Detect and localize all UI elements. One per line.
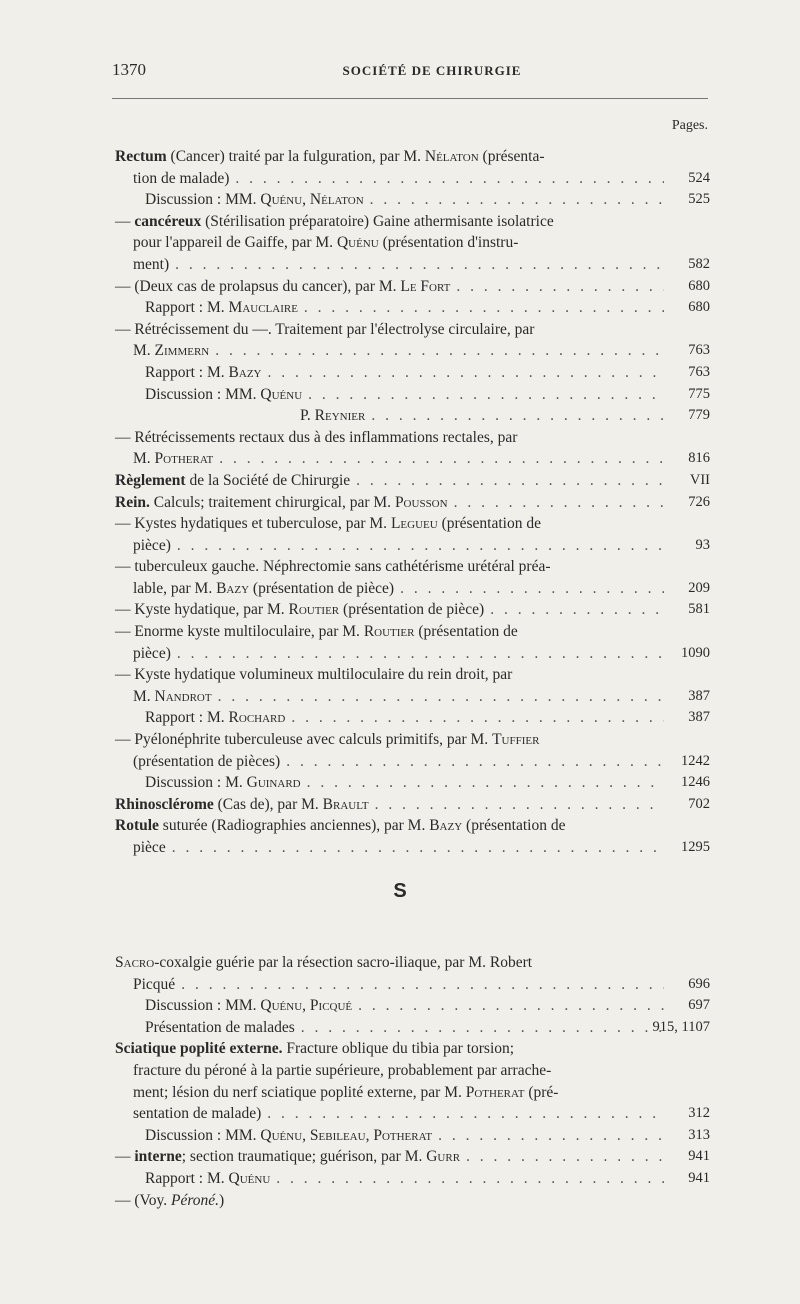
entry-text-line: — Kystes hydatiques et tuberculose, par M. Legueu (présentation de <box>115 515 541 533</box>
index-entry <box>115 815 710 858</box>
entry-last-line <box>145 995 670 1017</box>
leader-dots <box>438 1125 664 1147</box>
entry-last-line <box>115 794 670 816</box>
index-entry <box>115 1017 710 1039</box>
leader-dots <box>286 751 664 773</box>
pages-column-label: Pages. <box>671 118 708 133</box>
leader-dots <box>267 362 664 384</box>
entry-text: tion de malade) <box>133 169 230 187</box>
page-reference: 726 <box>688 493 710 510</box>
page-reference: 941 <box>688 1148 710 1165</box>
index-entry <box>115 427 710 470</box>
entry-text-line: — Kyste hydatique volumineux multiloculaire du rein droit, par <box>115 666 513 684</box>
leader-dots <box>276 1168 664 1190</box>
index-entry <box>115 707 710 729</box>
page-reference: 697 <box>688 997 710 1014</box>
index-section-r <box>115 146 710 859</box>
entry-text-line: — Pyélonéphrite tuberculeuse avec calculs primitifs, par M. Tuffier <box>115 731 540 749</box>
page-reference: 915, 1107 <box>652 1018 710 1035</box>
leader-dots <box>356 470 664 492</box>
leader-dots <box>304 297 664 319</box>
entry-last-line <box>115 492 670 514</box>
index-entry <box>115 146 710 189</box>
entry-last-line <box>145 772 670 794</box>
entry-text-line: Sciatique poplité externe. Fracture oblique du tibia par torsion; <box>115 1040 515 1058</box>
index-entry <box>115 384 710 406</box>
index-entry <box>115 1146 710 1168</box>
entry-text: Rapport : M. Quénu <box>145 1169 271 1187</box>
index-section-s <box>115 952 710 1211</box>
page-reference: 1242 <box>681 752 710 769</box>
page-reference: VII <box>689 471 710 488</box>
index-entry <box>115 470 710 492</box>
leader-dots <box>218 686 664 708</box>
page-reference: 387 <box>688 709 710 726</box>
page-reference: 313 <box>688 1126 710 1143</box>
index-entry <box>115 794 710 816</box>
index-entry <box>115 772 710 794</box>
entry-text-line: ment; lésion du nerf sciatique poplité externe, par M. Potherat (pré- <box>133 1083 559 1101</box>
entry-text: Discussion : MM. Quénu, Sebileau, Potherat <box>145 1126 433 1144</box>
index-entry <box>115 995 710 1017</box>
page-reference: 93 <box>695 536 710 553</box>
entry-text: Règlement de la Société de Chirurgie <box>115 471 351 489</box>
entry-last-line <box>115 751 670 773</box>
page-reference: 525 <box>688 191 710 208</box>
entry-last-line <box>115 837 670 859</box>
page-reference: 387 <box>688 687 710 704</box>
page-reference: 312 <box>688 1105 710 1122</box>
entry-last-line <box>115 578 670 600</box>
entry-last-line <box>115 1190 670 1212</box>
entry-text: — Kyste hydatique, par M. Routier (présentation de pièce) <box>115 601 485 619</box>
entry-text-line: — Enorme kyste multiloculaire, par M. Routier (présentation de <box>115 623 518 641</box>
index-entry <box>115 621 710 664</box>
entry-text-line: Rotule suturée (Radiographies anciennes), par M. Bazy (présentation de <box>115 817 566 835</box>
entry-last-line <box>145 1168 670 1190</box>
entry-last-line <box>115 1146 670 1168</box>
header-rule <box>112 98 708 99</box>
leader-dots <box>215 340 664 362</box>
leader-dots <box>219 448 664 470</box>
leader-dots <box>177 643 664 665</box>
entry-last-line <box>145 297 670 319</box>
entry-text: Discussion : MM. Quénu, Nélaton <box>145 191 364 209</box>
entry-text: pièce) <box>133 644 171 662</box>
entry-last-line <box>145 1125 670 1147</box>
entry-text: lable, par M. Bazy (présentation de pièce) <box>133 579 395 597</box>
entry-text-line: — Rétrécissement du —. Traitement par l'électrolyse circulaire, par <box>115 320 535 338</box>
entry-last-line <box>115 470 670 492</box>
index-entry <box>115 1038 710 1124</box>
entry-text: pièce <box>133 839 166 856</box>
leader-dots <box>490 599 664 621</box>
leader-dots <box>301 1017 664 1039</box>
entry-text: Rein. Calculs; traitement chirurgical, par M. Pousson <box>115 493 448 511</box>
leader-dots <box>181 974 664 996</box>
entry-text: — (Voy. Péroné.) <box>115 1191 225 1209</box>
entry-text-line: — Rétrécissements rectaux dus à des inflammations rectales, par <box>115 428 518 446</box>
entry-text-line: Rectum (Cancer) traité par la fulguration, par M. Nélaton (présenta- <box>115 148 545 165</box>
index-entry <box>115 211 710 276</box>
page-reference: 941 <box>688 1169 710 1186</box>
leader-dots <box>358 995 664 1017</box>
page-reference: 775 <box>688 385 710 402</box>
entry-text: M. Nandrot <box>133 687 212 705</box>
leader-dots <box>370 189 664 211</box>
index-entry <box>115 1125 710 1147</box>
entry-last-line <box>145 384 670 406</box>
leader-dots <box>177 535 664 557</box>
page-reference: 763 <box>688 342 710 359</box>
entry-last-line <box>145 707 670 729</box>
page-reference: 702 <box>688 795 710 812</box>
entry-last-line <box>115 1103 670 1125</box>
entry-last-line <box>115 686 670 708</box>
entry-text: Discussion : MM. Quénu <box>145 385 303 403</box>
entry-text: M. Zimmern <box>133 342 210 360</box>
leader-dots <box>267 1103 664 1125</box>
entry-text-line: — cancéreux (Stérilisation préparatoire) Gaine athermisante isolatrice <box>115 212 554 230</box>
entry-text: Discussion : M. Guinard <box>145 774 301 792</box>
leader-dots <box>175 254 664 276</box>
entry-last-line <box>115 535 670 557</box>
entry-last-line <box>115 448 670 470</box>
leader-dots <box>172 837 664 859</box>
entry-last-line <box>115 254 670 276</box>
entry-text: Picqué <box>133 975 176 993</box>
index-entry <box>115 1190 670 1212</box>
entry-text: (présentation de pièces) <box>133 752 281 770</box>
index-entry <box>115 405 710 427</box>
page-reference: 209 <box>688 579 710 596</box>
entry-text: Rhinosclérome (Cas de), par M. Brault <box>115 795 369 813</box>
leader-dots <box>375 794 664 816</box>
leader-dots <box>456 276 664 298</box>
entry-text: ment) <box>133 255 170 273</box>
page-number: 1370 <box>112 60 146 79</box>
page-reference: 582 <box>688 255 710 272</box>
entry-text: P. Reynier <box>300 407 366 425</box>
entry-last-line <box>145 1017 670 1039</box>
entry-last-line <box>115 643 670 665</box>
index-entry <box>115 362 710 384</box>
entry-text: Rapport : M. Rochard <box>145 709 286 727</box>
page-reference: 1295 <box>681 839 710 855</box>
index-entry <box>115 297 710 319</box>
entry-last-line <box>145 189 670 211</box>
page-reference: 1246 <box>681 774 710 791</box>
index-entry <box>115 276 710 298</box>
index-entry <box>115 952 710 995</box>
entry-text: — (Deux cas de prolapsus du cancer), par M. Le Fort <box>115 277 451 295</box>
page-reference: 680 <box>688 299 710 316</box>
index-entry <box>115 189 710 211</box>
entry-text: pièce) <box>133 536 171 554</box>
leader-dots <box>308 384 664 406</box>
leader-dots <box>466 1146 664 1168</box>
index-entry <box>115 556 710 599</box>
entry-text: Rapport : M. Bazy <box>145 363 262 381</box>
entry-text: Présentation de malades <box>145 1018 295 1036</box>
page-reference: 581 <box>688 601 710 618</box>
leader-dots <box>400 578 664 600</box>
entry-last-line <box>115 599 670 621</box>
leader-dots <box>454 492 664 514</box>
index-entry <box>115 599 710 621</box>
leader-dots <box>291 707 664 729</box>
entry-text: Discussion : MM. Quénu, Picqué <box>145 997 353 1015</box>
index-entry <box>115 664 710 707</box>
index-entry <box>115 513 710 556</box>
leader-dots <box>235 168 664 190</box>
page-reference: 696 <box>688 975 710 992</box>
page-reference: 779 <box>688 407 710 424</box>
entry-text-line: Sacro-coxalgie guérie par la résection sacro-iliaque, par M. Robert <box>115 954 533 971</box>
page-reference: 1090 <box>681 644 710 661</box>
entry-text: Rapport : M. Mauclaire <box>145 299 298 317</box>
entry-last-line <box>300 405 670 427</box>
index-entry <box>115 729 710 772</box>
entry-last-line <box>115 168 670 190</box>
section-letter: S <box>393 880 407 902</box>
entry-text-line: — tuberculeux gauche. Néphrectomie sans cathétérisme urétéral préa- <box>115 558 551 576</box>
entry-text-line: pour l'appareil de Gaiffe, par M. Quénu (présentation d'instru- <box>133 234 519 252</box>
page-reference: 816 <box>688 450 710 467</box>
leader-dots <box>371 405 664 427</box>
page-reference: 680 <box>688 277 710 294</box>
entry-last-line <box>115 340 670 362</box>
page-header <box>112 60 708 84</box>
running-title: SOCIÉTÉ DE CHIRURGIE <box>342 63 522 78</box>
entry-last-line <box>115 974 670 996</box>
entry-last-line <box>145 362 670 384</box>
index-entry <box>115 492 710 514</box>
entry-text: M. Potherat <box>133 450 214 468</box>
index-entry <box>115 1168 710 1190</box>
page-reference: 763 <box>688 363 710 380</box>
entry-text: — interne; section traumatique; guérison, par M. Gurr <box>115 1148 461 1166</box>
index-entry <box>115 319 710 362</box>
page-reference: 524 <box>688 169 710 186</box>
entry-text-line: fracture du péroné à la partie supérieure, probablement par arrache- <box>133 1061 552 1079</box>
entry-text: sentation de malade) <box>133 1105 262 1123</box>
entry-last-line <box>115 276 670 298</box>
leader-dots <box>307 772 664 794</box>
